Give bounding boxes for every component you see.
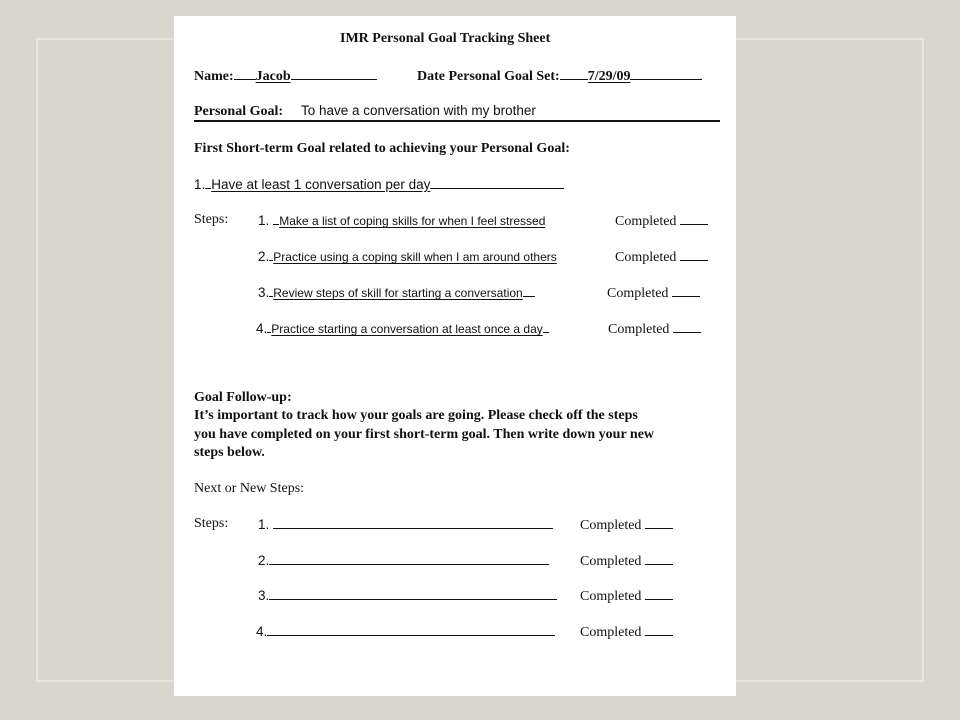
step-number: 4.	[256, 624, 268, 639]
personal-goal-label: Personal Goal:	[194, 104, 284, 119]
new-step-1-completed[interactable]: Completed	[580, 516, 673, 534]
step-number: 2.	[258, 553, 270, 568]
new-step-1-row[interactable]	[258, 516, 553, 534]
step-1-row	[258, 212, 545, 230]
new-step-4-row[interactable]	[256, 623, 555, 641]
step-4-row	[256, 320, 549, 338]
step-number: 2.	[258, 249, 270, 264]
short-term-heading: First Short-term Goal related to achieving your Personal Goal:	[194, 141, 570, 156]
step-text[interactable]: Practice starting a conversation at least once a day	[271, 322, 543, 336]
personal-goal-rule	[194, 120, 720, 122]
next-steps-label: Next or New Steps:	[194, 481, 305, 496]
step-text[interactable]: Review steps of skill for starting a conversation	[273, 286, 523, 300]
tracking-sheet	[174, 16, 736, 696]
step-blank[interactable]	[267, 623, 555, 636]
date-value[interactable]: 7/29/09	[587, 69, 631, 84]
step-4-completed[interactable]: Completed	[608, 320, 701, 338]
new-step-3-row[interactable]	[258, 587, 557, 605]
step-number: 3.	[258, 285, 270, 300]
followup-text-line-1: It’s important to track how your goals are going. Please check off the steps	[194, 408, 638, 423]
followup-heading: Goal Follow-up:	[194, 390, 292, 405]
step-3-completed[interactable]: Completed	[607, 284, 700, 302]
name-value[interactable]: Jacob	[255, 69, 291, 84]
steps-label: Steps:	[194, 212, 229, 227]
step-text[interactable]: Practice using a coping skill when I am around others	[273, 250, 557, 264]
date-label: Date Personal Goal Set:	[417, 69, 560, 84]
step-2-completed[interactable]: Completed	[615, 248, 708, 266]
new-step-2-row[interactable]	[258, 552, 549, 570]
step-number: 3.	[258, 588, 270, 603]
step-text[interactable]: Make a list of coping skills for when I feel stressed	[279, 214, 546, 228]
short-term-goal-row	[194, 176, 564, 194]
new-step-2-completed[interactable]: Completed	[580, 552, 673, 570]
step-blank[interactable]	[273, 516, 553, 529]
short-term-value[interactable]: Have at least 1 conversation per day	[211, 177, 431, 192]
step-3-row	[258, 284, 535, 302]
new-step-3-completed[interactable]: Completed	[580, 587, 673, 605]
step-blank[interactable]	[269, 587, 557, 600]
name-label: Name:	[194, 69, 234, 84]
short-term-number: 1.	[194, 177, 206, 192]
followup-text-line-3: steps below.	[194, 445, 265, 460]
step-number: 1.	[258, 213, 270, 228]
step-number: 1.	[258, 517, 270, 532]
new-steps-label: Steps:	[194, 516, 229, 531]
step-2-row	[258, 248, 557, 266]
date-row	[417, 67, 702, 85]
new-step-4-completed[interactable]: Completed	[580, 623, 673, 641]
sheet-title: IMR Personal Goal Tracking Sheet	[340, 31, 551, 46]
step-number: 4.	[256, 321, 268, 336]
name-row	[194, 67, 377, 85]
followup-text-line-2: you have completed on your first short-term goal. Then write down your new	[194, 427, 655, 442]
step-blank[interactable]	[269, 552, 549, 565]
personal-goal-value[interactable]: To have a conversation with my brother	[301, 103, 536, 118]
step-1-completed[interactable]: Completed	[615, 212, 708, 230]
